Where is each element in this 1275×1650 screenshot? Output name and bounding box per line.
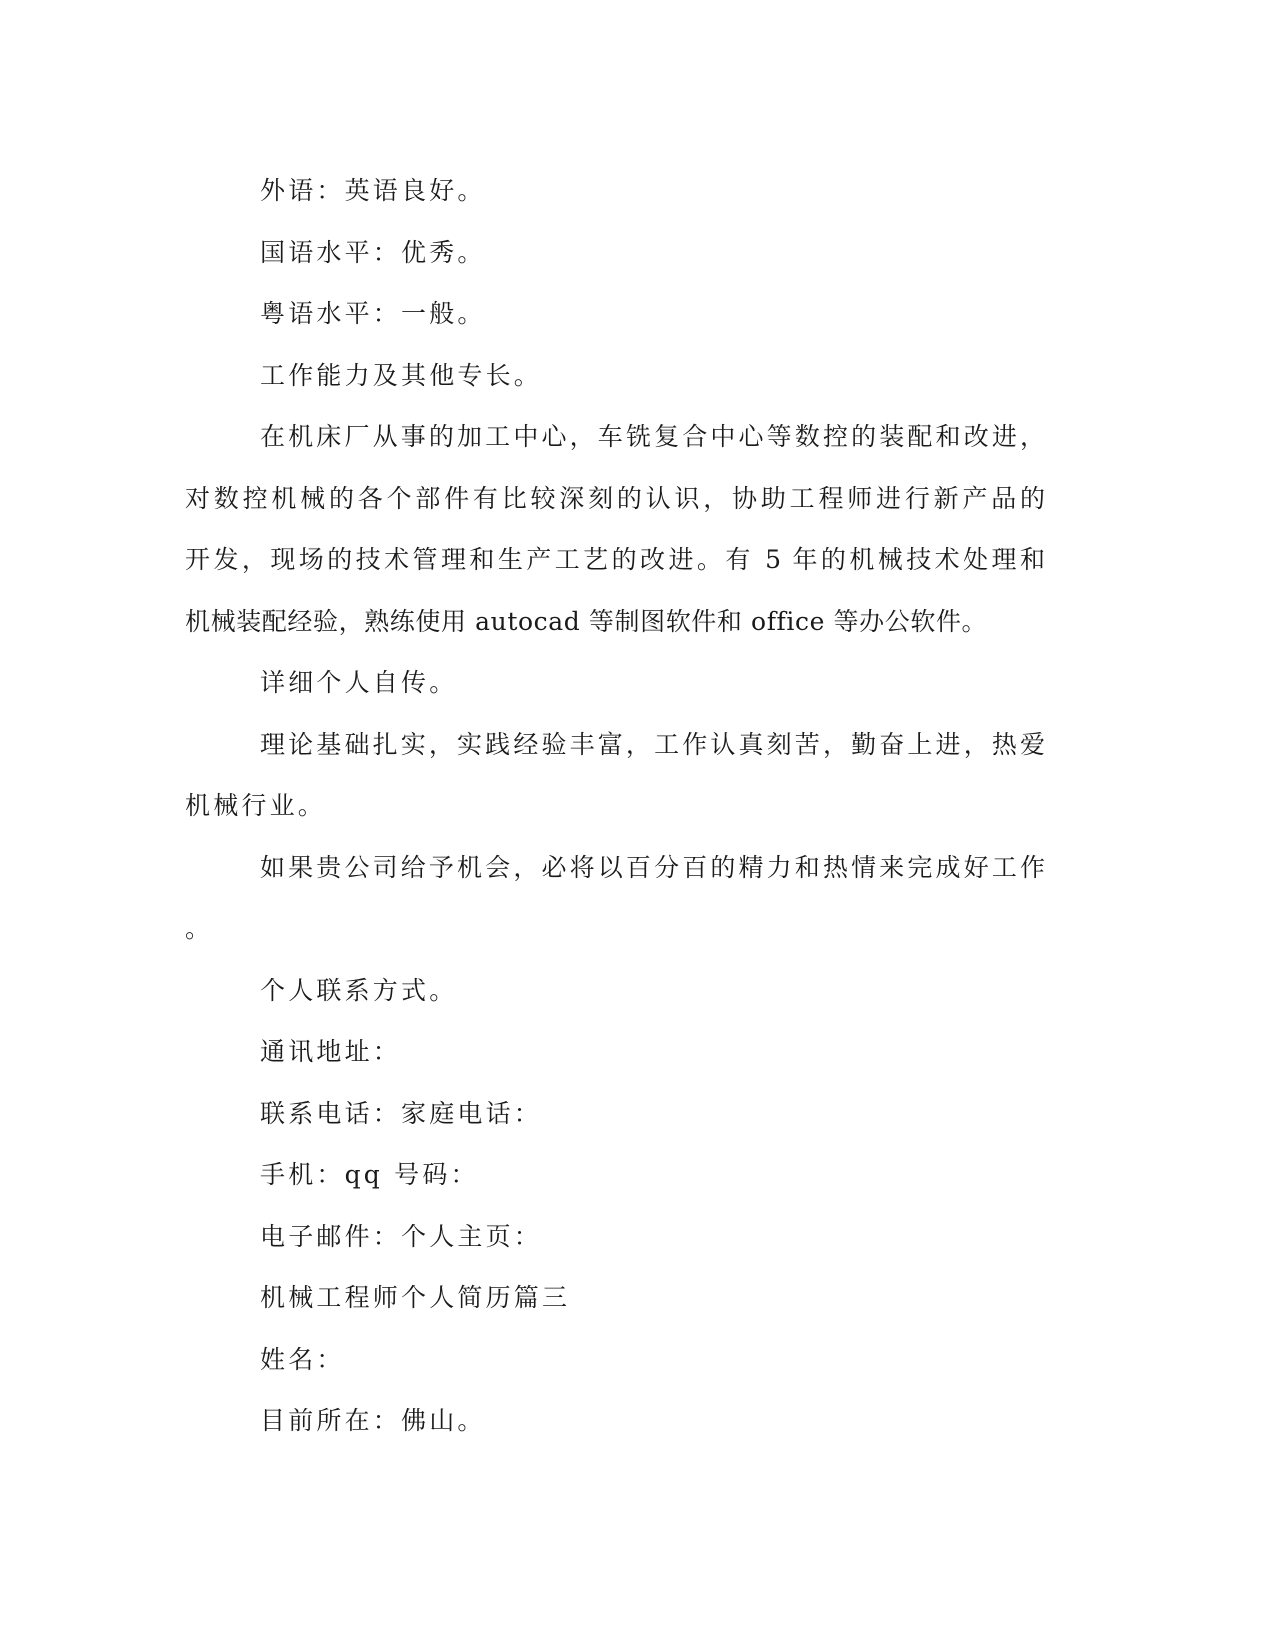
contact-address: 通讯地址： — [260, 1037, 402, 1066]
self-intro-paragraph-line: 理论基础扎实，实践经验丰富，工作认真刻苦，勤奋上进，热爱 — [260, 729, 1045, 759]
language-foreign: 外语：英语良好。 — [260, 176, 486, 205]
skills-paragraph-line: 机械装配经验，熟练使用 autocad 等制图软件和 office 等办公软件。 — [185, 606, 988, 636]
language-mandarin: 国语水平：优秀。 — [260, 237, 486, 267]
skills-paragraph-line: 在机床厂从事的加工中心，车铣复合中心等数控的装配和改进， — [260, 422, 1045, 451]
name-field: 姓名： — [260, 1344, 345, 1374]
closing-paragraph-line: 。 — [185, 914, 214, 943]
skills-paragraph-line: 对数控机械的各个部件有比较深刻的认识，协助工程师进行新产品的 — [185, 483, 1045, 513]
current-location: 目前所在：佛山。 — [260, 1406, 486, 1435]
closing-paragraph-line: 如果贵公司给予机会，必将以百分百的精力和热情来完成好工作 — [260, 852, 1045, 882]
language-cantonese: 粤语水平：一般。 — [260, 299, 486, 328]
contact-heading: 个人联系方式。 — [260, 975, 458, 1005]
contact-email-homepage: 电子邮件：个人主页： — [260, 1221, 543, 1251]
self-intro-heading: 详细个人自传。 — [260, 668, 458, 697]
self-intro-paragraph-line: 机械行业。 — [185, 791, 327, 820]
document-body — [185, 160, 1045, 1452]
skills-heading: 工作能力及其他专长。 — [260, 360, 543, 390]
section-title: 机械工程师个人简历篇三 — [260, 1283, 571, 1312]
contact-phone: 联系电话：家庭电话： — [260, 1098, 543, 1128]
contact-mobile-qq: 手机：qq 号码： — [260, 1160, 479, 1189]
skills-paragraph-line: 开发，现场的技术管理和生产工艺的改进。有 5 年的机械技术处理和 — [185, 545, 1045, 574]
